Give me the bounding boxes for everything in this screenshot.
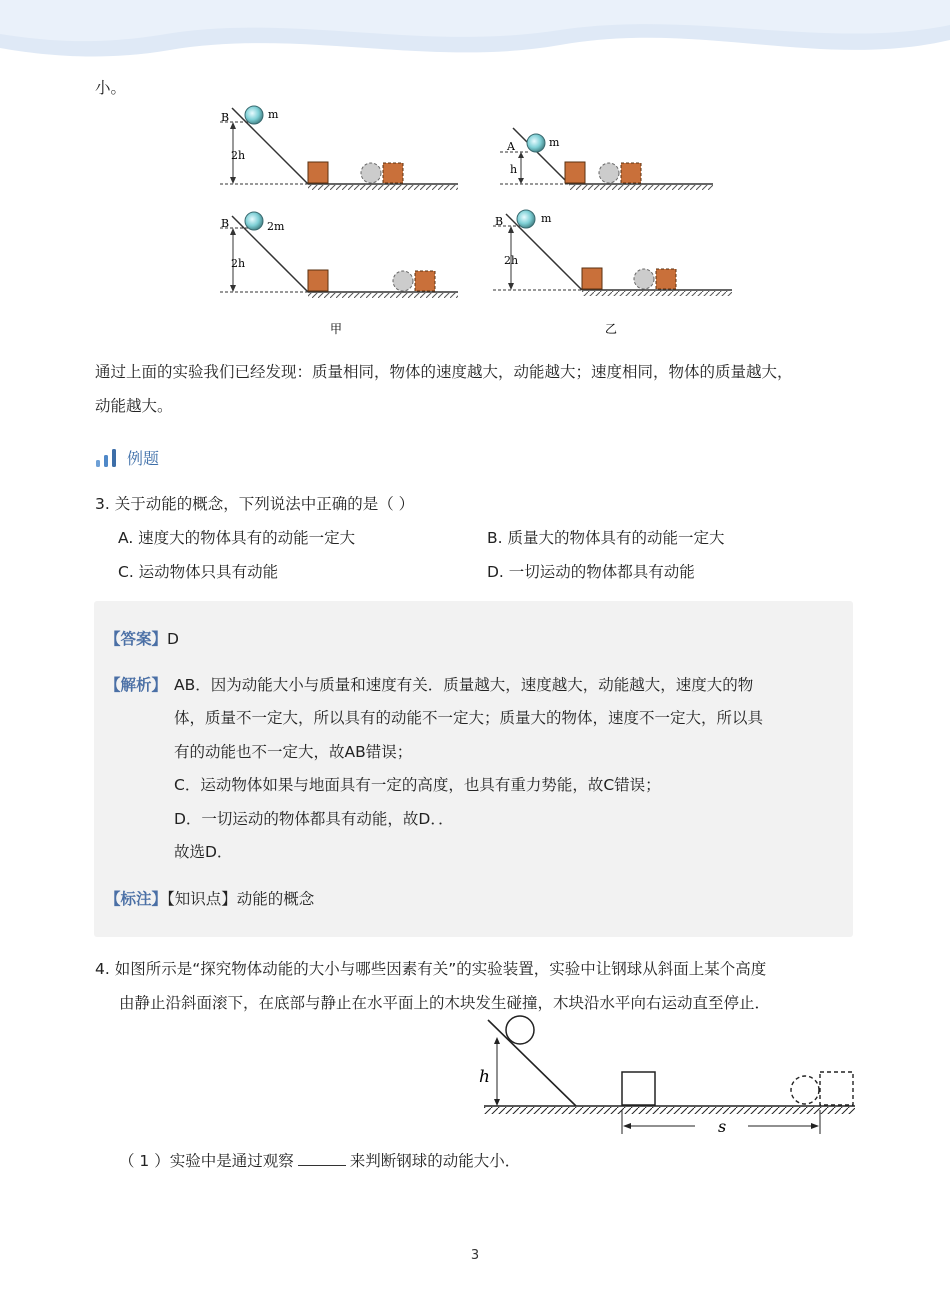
label-h-tr: h xyxy=(510,163,518,176)
question-3-option-d[interactable]: D. 一切运动的物体都具有动能 xyxy=(487,563,695,581)
note-row xyxy=(105,887,314,909)
label-2h-br: 2h xyxy=(504,254,519,267)
answer-tag: 【答案】 xyxy=(105,630,168,648)
experiment-figure-2 xyxy=(470,1010,860,1140)
label-s: s xyxy=(718,1117,727,1136)
continued-text: 小。 xyxy=(95,79,127,97)
analysis-line-1: AB．因为动能大小与质量和速度有关．质量越大，速度越大，动能越大，速度大的物 xyxy=(174,676,754,694)
panel-bottom-left xyxy=(220,212,458,298)
analysis-line-6: 故选D． xyxy=(174,843,233,861)
header-wave-decoration xyxy=(0,0,950,70)
question-3-stem: 3. 关于动能的概念，下列说法中正确的是（ ） xyxy=(95,495,415,513)
label-m-br: m xyxy=(541,212,552,225)
label-A-tr: A xyxy=(507,140,515,153)
analysis-line-4: C．运动物体如果与地面具有一定的高度，也具有重力势能，故C错误； xyxy=(174,776,661,794)
question-3-option-a[interactable]: A. 速度大的物体具有的动能一定大 xyxy=(118,529,356,547)
label-m-tr: m xyxy=(549,136,560,149)
analysis-line-5: D．一切运动的物体都具有动能，故D．． xyxy=(174,810,454,828)
label-B-tl: B xyxy=(221,111,230,124)
panel-top-right xyxy=(500,128,713,190)
summary-line-2: 动能越大。 xyxy=(95,397,173,415)
note-tag: 【标注】 xyxy=(105,890,168,908)
panel-top-left xyxy=(220,106,458,190)
caption-jia: 甲 xyxy=(330,322,343,336)
page-number: 3 xyxy=(470,1248,480,1263)
label-2h-bl: 2h xyxy=(231,257,246,270)
answer-row xyxy=(105,627,179,649)
label-B-br: B xyxy=(495,215,504,228)
question-3-option-c[interactable]: C. 运动物体只具有动能 xyxy=(118,563,279,581)
label-m-tl: m xyxy=(268,108,279,121)
bar-chart-icon xyxy=(95,448,117,468)
analysis-line-2: 体，质量不一定大，所以具有的动能不一定大；质量大的物体，速度不一定大，所以具 xyxy=(174,709,764,727)
analysis-line-3: 有的动能也不一定大，故AB错误； xyxy=(174,743,413,761)
summary-line-1: 通过上面的实验我们已经发现：质量相同，物体的速度越大，动能越大；速度相同，物体的质量越大， xyxy=(95,363,793,381)
note-value: 【知识点】动能的概念 xyxy=(167,890,315,908)
section-header-examples xyxy=(95,446,159,469)
caption-yi: 乙 xyxy=(605,322,618,336)
question-4-line-1: 4. 如图所示是“探究物体动能的大小与哪些因素有关”的实验装置，实验中让钢球从斜面上某个高度 xyxy=(95,960,767,978)
question-3-option-b[interactable]: B. 质量大的物体具有的动能一定大 xyxy=(487,529,725,547)
label-2m-bl: 2m xyxy=(267,220,285,233)
label-B-bl: B xyxy=(221,217,230,230)
label-2h-tl: 2h xyxy=(231,149,246,162)
answer-value: D xyxy=(167,630,179,648)
experiment-figure-1 xyxy=(210,100,750,345)
answer-blank[interactable] xyxy=(298,1152,346,1166)
label-h: h xyxy=(479,1067,490,1087)
question-4-sub-1: （ 1 ）实验中是通过观察 来判断钢球的动能大小． xyxy=(119,1152,521,1170)
analysis-tag: 【解析】 xyxy=(105,676,168,694)
question-4-line-2: 由静止沿斜面滚下，在底部与静止在水平面上的木块发生碰撞，木块沿水平向右运动直至停止． xyxy=(119,994,771,1012)
panel-bottom-right xyxy=(493,210,732,296)
section-title: 例题 xyxy=(127,449,160,468)
